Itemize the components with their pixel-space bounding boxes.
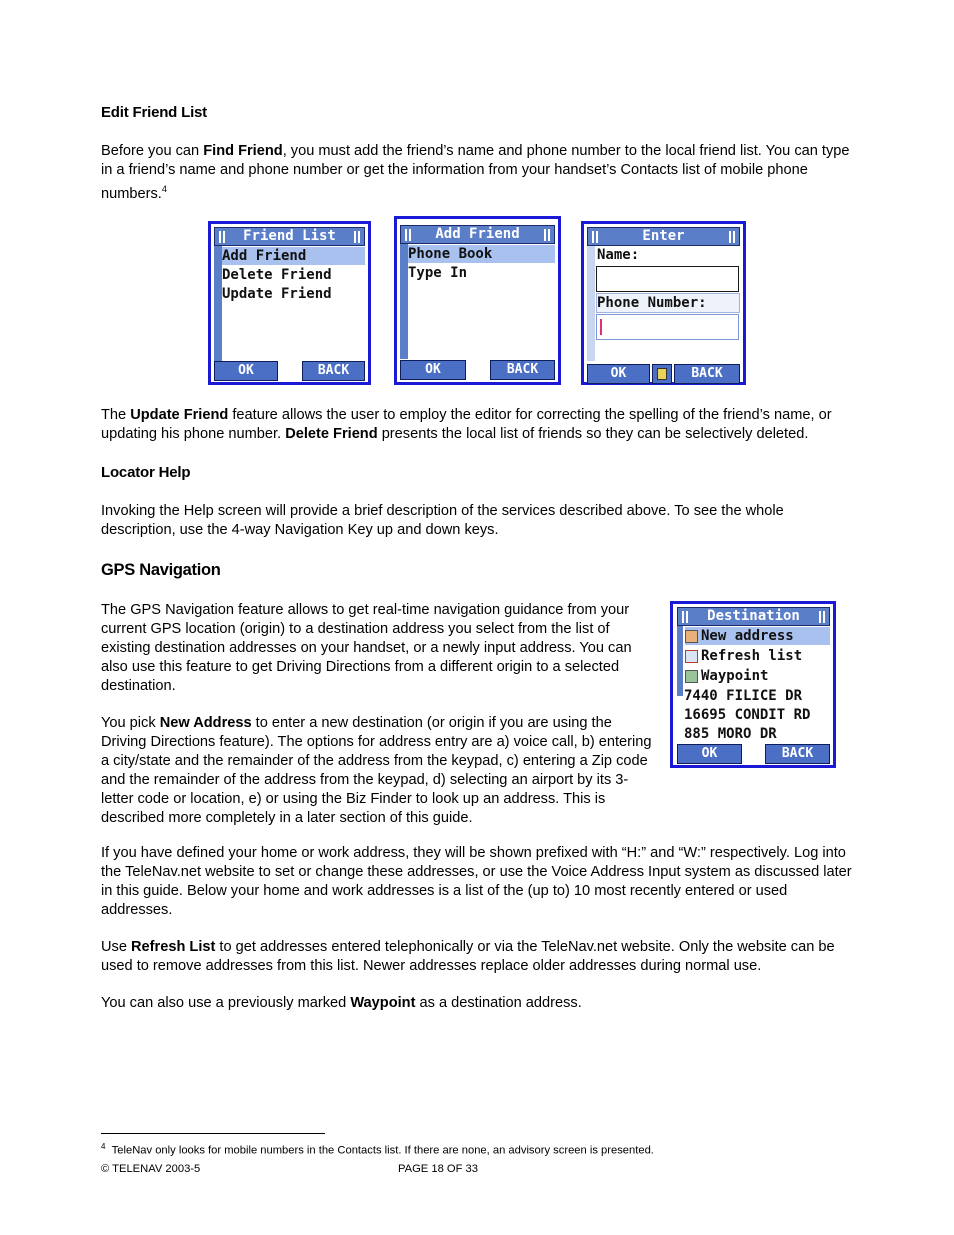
menu-item-waypoint[interactable] <box>685 667 768 685</box>
heading-edit-friend-list: Edit Friend List <box>101 104 207 121</box>
grip-left-icon <box>219 231 225 243</box>
text: You can also use a previously marked <box>101 995 351 1011</box>
ok-button[interactable]: OK <box>587 364 650 384</box>
paragraph-gps-intro: The GPS Navigation feature allows to get real-time navigation guidance from your current GPS location (origin) to a destination address you select from the list of existing destination addresses on your handset, or a newly input address. You can also use this feature to get Driving Directions from a different origin to a selected destination. <box>101 602 632 694</box>
phone-number-label: Phone Number: <box>596 293 740 313</box>
title-bar <box>587 227 740 246</box>
title-bar <box>677 607 830 626</box>
menu-item-new-address[interactable] <box>685 627 830 645</box>
ok-button[interactable]: OK <box>400 360 466 380</box>
ok-button[interactable]: OK <box>214 361 278 381</box>
input-mode-icon[interactable] <box>652 364 672 384</box>
menu-item-update-friend[interactable]: Update Friend <box>222 286 332 302</box>
screen-title: Destination <box>707 608 800 624</box>
waypoint-icon <box>685 670 698 683</box>
list-item[interactable]: 16695 CONDIT RD <box>684 707 811 723</box>
back-button[interactable]: BACK <box>674 364 740 384</box>
enter-screen <box>581 221 746 385</box>
new-address-icon <box>685 630 698 643</box>
menu-item-delete-friend[interactable]: Delete Friend <box>222 267 332 283</box>
item-label: New address <box>701 628 794 644</box>
scroll-bar[interactable] <box>214 246 222 361</box>
paragraph-edit-friend-intro <box>101 142 853 204</box>
menu-item-phone-book[interactable]: Phone Book <box>408 245 555 263</box>
text: presents the local list of friends so they can be selectively deleted. <box>377 426 809 442</box>
text: to get addresses entered telephonically or via the TeleNav.net website. Only the website can be used to remove addresses from this list. Newer addresses replace older addresses during normal use. <box>101 939 835 974</box>
name-label: Name: <box>597 247 640 263</box>
grip-left-icon <box>592 231 598 243</box>
bold-waypoint: Waypoint <box>350 995 416 1011</box>
bold-new-address: New Address <box>159 715 252 731</box>
list-item[interactable]: 7440 FILICE DR <box>684 688 803 704</box>
menu-item-type-in[interactable]: Type In <box>408 265 468 281</box>
scroll-bar[interactable] <box>677 626 683 696</box>
bold-delete-friend: Delete Friend <box>285 426 378 442</box>
heading-gps-navigation: GPS Navigation <box>101 561 221 579</box>
phone-number-input[interactable] <box>596 314 739 340</box>
add-friend-screen <box>394 216 561 385</box>
footnote-number: 4 <box>101 1142 106 1151</box>
bold-update-friend: Update Friend <box>130 407 229 423</box>
destination-screen <box>670 601 836 768</box>
text: Before you can <box>101 143 204 159</box>
back-button[interactable]: BACK <box>765 744 830 764</box>
screen-title: Friend List <box>243 228 336 244</box>
text: to enter a new destination (or origin if you are using the Driving Directions feature). The options for address entry are a) voice call, b) entering a city/state and the remainder of the address from the keypad, c) entering a Zip code and the remainder of the address from the keypad, d) selecting an airport by its 3-letter code or location, e) or using the Biz Finder to look up an address. This is described more completely in a later section of this guide. <box>101 715 652 826</box>
text: Use <box>101 939 132 955</box>
text: You pick <box>101 715 160 731</box>
back-button[interactable]: BACK <box>302 361 365 381</box>
refresh-icon <box>685 650 698 663</box>
footnote <box>101 1140 654 1158</box>
title-bar <box>214 227 365 246</box>
friend-list-screen <box>208 221 371 385</box>
paragraph-update-friend <box>101 406 853 444</box>
screen-title: Enter <box>642 228 685 244</box>
footnote-divider <box>101 1133 325 1134</box>
scroll-bar[interactable] <box>400 244 408 359</box>
screen-title: Add Friend <box>435 226 520 242</box>
text: as a destination address. <box>415 995 582 1011</box>
bold-find-friend: Find Friend <box>203 143 283 159</box>
footer-copyright: © TELENAV 2003-5 <box>101 1163 201 1175</box>
paragraph-locator-help: Invoking the Help screen will provide a brief description of the services described above. To see the whole description, use the 4-way Navigation Key up and down keys. <box>101 503 784 538</box>
paragraph-new-address <box>101 714 653 828</box>
title-bar <box>400 225 555 244</box>
grip-right-icon <box>544 229 550 241</box>
footnote-ref: 4 <box>161 184 167 194</box>
text: The <box>101 407 131 423</box>
ok-button[interactable]: OK <box>677 744 742 764</box>
item-label: Waypoint <box>701 668 769 684</box>
menu-item-refresh-list[interactable] <box>685 647 802 665</box>
grip-left-icon <box>682 611 688 623</box>
grip-right-icon <box>354 231 360 243</box>
back-button[interactable]: BACK <box>490 360 555 380</box>
footer-page-number: PAGE 18 OF 33 <box>398 1163 479 1175</box>
list-item[interactable]: 885 MORO DR <box>684 726 777 742</box>
menu-item-add-friend[interactable]: Add Friend <box>222 247 365 265</box>
footnote-text: TeleNav only looks for mobile numbers in the Contacts list. If there are none, an advisory screen is presented. <box>111 1144 654 1157</box>
grip-right-icon <box>819 611 825 623</box>
text-cursor <box>600 319 602 335</box>
heading-locator-help: Locator Help <box>101 464 191 481</box>
text: feature allows the user to employ the editor for correcting the spelling of the friend’s name, or updating his phone number. <box>101 407 832 442</box>
name-input[interactable] <box>596 266 739 292</box>
paragraph-home-work: If you have defined your home or work address, they will be shown prefixed with “H:” and “W:” respectively. Log into the TeleNav.net website to set or change these addresses, or use the Voice Address Input system as discussed later in this guide. Below your home and work addresses is a list of the (up to) 10 most recently entered or used addresses. <box>101 845 852 918</box>
paragraph-waypoint <box>101 994 853 1013</box>
bold-refresh-list: Refresh List <box>131 939 216 955</box>
grip-left-icon <box>405 229 411 241</box>
grip-right-icon <box>729 231 735 243</box>
item-label: Refresh list <box>701 648 803 664</box>
text: , you must add the friend’s name and phone number to the local friend list. You can type in a friend’s name and phone number or get the information from your handset’s Contacts list of mobile phone numbers. <box>101 143 850 202</box>
paragraph-refresh-list <box>101 938 853 976</box>
scroll-bar[interactable] <box>587 246 595 361</box>
